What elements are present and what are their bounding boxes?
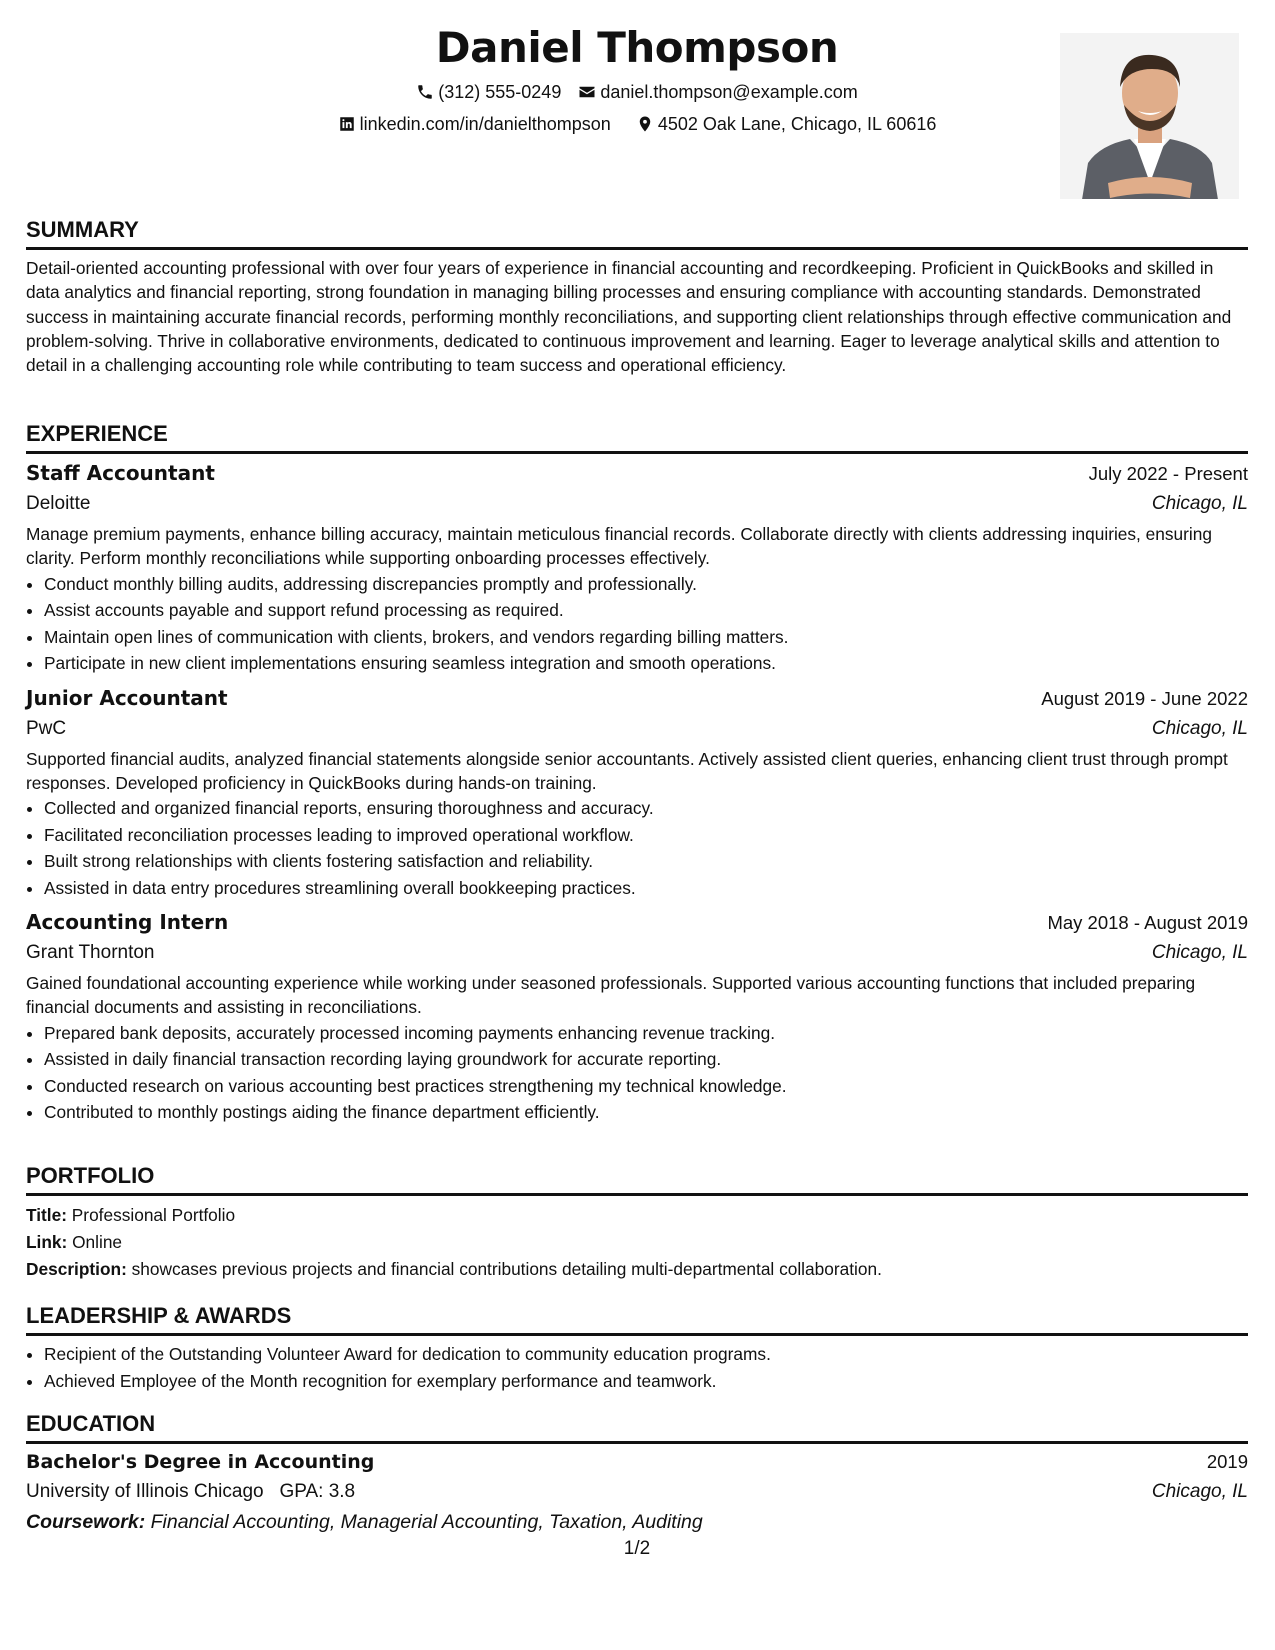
job-entry [26,683,1248,902]
linkedin-text[interactable]: linkedin.com/in/danielthompson [359,114,611,134]
list-item: • Facilitated reconciliation processes leading to improved operational workflow. [44,822,1248,849]
portfolio-link-label: Link: [26,1232,68,1252]
list-item: • Assisted in daily financial transaction recording laying groundwork for accurate reporting. [44,1046,1248,1073]
envelope-icon [578,83,596,101]
leadership-section [26,1302,1248,1394]
address-item [636,112,937,136]
list-item: • Assist accounts payable and support refund processing as required. [44,597,1248,624]
education-heading: EDUCATION [26,1410,1248,1444]
school-name: University of Illinois Chicago [26,1481,264,1502]
job-dates: July 2022 - Present [1088,463,1248,484]
job-location: Chicago, IL [1151,493,1248,514]
address-text: 4502 Oak Lane, Chicago, IL 60616 [657,114,937,134]
job-company: Grant Thornton [26,942,155,964]
portfolio-link-row [26,1229,1248,1256]
list-item: • Assisted in data entry procedures streamlining overall bookkeeping practices. [44,875,1248,902]
gpa: GPA: 3.8 [279,1481,356,1502]
linkedin-icon [338,115,356,133]
job-location: Chicago, IL [1151,942,1248,964]
email-item[interactable] [578,80,857,104]
list-item: • Recipient of the Outstanding Volunteer Award for dedication to community education programs. [44,1341,1248,1368]
summary-section [26,216,1248,377]
job-entry [26,458,1248,677]
job-title: Junior Accountant [26,685,228,710]
coursework-row [26,1507,1248,1537]
phone-text: (312) 555-0249 [438,82,562,102]
list-item: • Contributed to monthly postings aiding the finance department efficiently. [44,1099,1248,1126]
job-title: Staff Accountant [26,461,215,485]
list-item: • Conducted research on various accounting best practices strengthening my technical knowledge. [44,1073,1248,1100]
map-pin-icon [636,115,654,133]
list-item: • Participate in new client implementations ensuring seamless integration and smooth operations. [44,650,1248,677]
coursework-label: Coursework: [26,1511,146,1533]
job-title: Accounting Intern [26,910,229,935]
portfolio-heading: PORTFOLIO [26,1162,1248,1196]
portfolio-description-row [26,1256,1248,1283]
page-number: 1/2 [623,1538,651,1559]
portfolio-description-value: showcases previous projects and financial contributions detailing multi-departmental collaboration. [131,1259,882,1279]
linkedin-item[interactable] [338,112,611,136]
portfolio-title-value: Professional Portfolio [71,1205,236,1225]
list-item: • Achieved Employee of the Month recognition for exemplary performance and teamwork. [44,1368,1248,1395]
phone-item [416,80,561,104]
job-bullets [26,571,1248,677]
summary-text: Detail-oriented accounting professional with over four years of experience in financial accounting and recordkeeping. Proficient in QuickBooks and skilled in data analytics and financial reporting, strong foundation in managing billing processes and ensuring compliance with accounting standards. Demonstrated success in maintaining accurate financial records, performing monthly reconciliations, and supporting client relationships through effective communication and problem-solving. Thrive in collaborative environments, dedicated to continuous improvement and learning. Eager to leverage analytical skills and attention to detail in a challenging accounting role while contributing to team success and operational efficiency. [26,258,1232,376]
leadership-bullets [26,1341,1248,1394]
job-bullets [26,1020,1248,1126]
portfolio-title-row [26,1202,1248,1229]
candidate-name: Daniel Thompson [435,23,839,72]
list-item: • Collected and organized financial reports, ensuring thoroughness and accuracy. [44,795,1248,822]
job-description: Manage premium payments, enhance billing accuracy, maintain meticulous financial records. Collaborate directly with clients addressing inquiries, ensuring clarity. Perform monthly reconciliations while supporting onboarding processes effectively. [26,524,1212,569]
job-company: Deloitte [26,493,91,514]
job-dates: May 2018 - August 2019 [1047,912,1248,934]
job-description: Supported financial audits, analyzed financial statements alongside senior accountants. Actively assisted client queries, enhancing client trust through prompt responses. Developed proficiency in QuickBooks during hands-on training. [26,748,1228,793]
job-entry [26,907,1248,1126]
summary-heading: SUMMARY [26,216,1248,250]
portfolio-description-label: Description: [26,1259,127,1279]
list-item: • Built strong relationships with clients fostering satisfaction and reliability. [44,848,1248,875]
job-bullets [26,795,1248,901]
job-location: Chicago, IL [1151,717,1248,739]
portfolio-section [26,1162,1248,1283]
coursework-value: Financial Accounting, Managerial Accounting, Taxation, Auditing [150,1511,703,1533]
list-item: • Conduct monthly billing audits, addressing discrepancies promptly and professionally. [44,571,1248,598]
profile-photo [1060,33,1239,212]
job-dates: August 2019 - June 2022 [1041,687,1248,709]
job-company: PwC [26,717,67,739]
experience-heading: EXPERIENCE [26,420,1248,454]
degree-title: Bachelor's Degree in Accounting [26,1451,375,1473]
email-text[interactable]: daniel.thompson@example.com [600,82,858,102]
resume-page [26,0,1248,1650]
graduation-year: 2019 [1206,1451,1248,1472]
school-line [26,1477,355,1507]
job-description: Gained foundational accounting experience while working under seasoned professionals. Supported various accounting functions that included preparing financial documents and assisting in reconciliations. [26,973,1196,1018]
school-location: Chicago, IL [1151,1481,1248,1502]
list-item: • Prepared bank deposits, accurately processed incoming payments enhancing revenue tracking. [44,1020,1248,1047]
education-section [26,1410,1248,1537]
portfolio-title-label: Title: [26,1205,67,1225]
list-item: • Maintain open lines of communication with clients, brokers, and vendors regarding billing matters. [44,624,1248,651]
portfolio-link-value[interactable]: Online [72,1232,123,1252]
experience-section [26,420,1248,1126]
leadership-heading: LEADERSHIP & AWARDS [26,1302,1248,1336]
phone-icon [416,83,434,101]
